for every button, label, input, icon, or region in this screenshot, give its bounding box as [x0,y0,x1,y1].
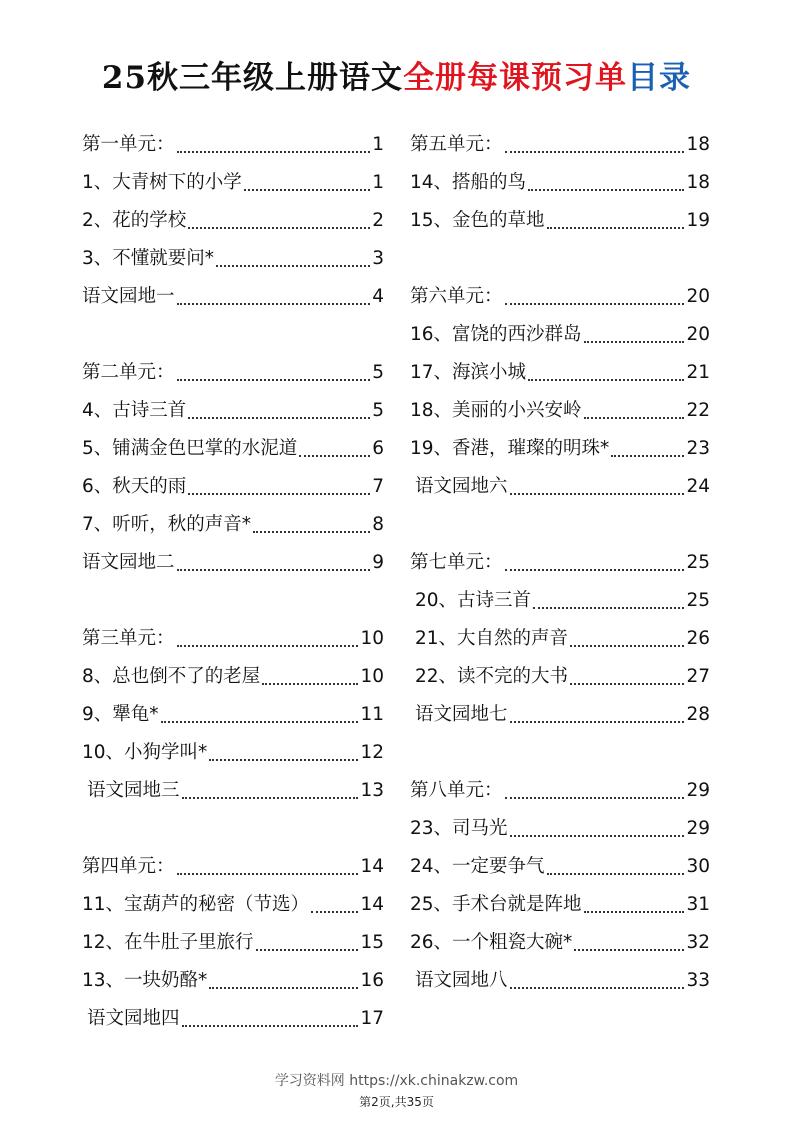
leader-dots [505,151,685,153]
toc-page: 23 [686,438,710,459]
toc-label: 26、一个粗瓷大碗* [410,932,573,953]
toc-label: 17、海滨小城 [410,362,527,383]
toc-entry[interactable] [82,202,384,240]
toc-label: 10、小狗学叫* [82,742,208,763]
toc-label: 语文园地四 [87,1008,180,1029]
toc-entry[interactable] [82,544,384,582]
toc-page: 10 [360,628,384,649]
toc-unit-heading[interactable] [82,354,384,392]
toc-entry[interactable] [410,202,710,240]
toc-entry[interactable] [82,430,384,468]
toc-label: 第八单元： [410,780,503,801]
leader-dots [216,265,370,267]
toc-label: 14、搭船的鸟 [410,172,527,193]
toc-left-column [82,126,384,1038]
toc-page: 6 [372,438,384,459]
leader-dots [510,835,685,837]
section-gap [82,810,384,848]
leader-dots [188,417,370,419]
toc-label: 13、一块奶酪* [82,970,208,991]
toc-entry[interactable] [410,962,710,1000]
leader-dots [182,1025,359,1027]
leader-dots [570,683,684,685]
toc-page: 16 [360,970,384,991]
toc-unit-heading[interactable] [410,544,710,582]
toc-label: 20、古诗三首 [415,590,532,611]
toc-label: 19、香港，璀璨的明珠* [410,438,610,459]
toc-label: 6、秋天的雨 [82,476,187,497]
leader-dots [505,303,685,305]
toc-page: 28 [686,704,710,725]
toc-entry[interactable] [410,316,710,354]
toc-page: 7 [372,476,384,497]
leader-dots [574,949,684,951]
footer-page-info: 第2页,共35页 [359,1095,434,1109]
toc-entry[interactable] [410,430,710,468]
toc-label: 21、大自然的声音 [415,628,569,649]
toc-label: 5、铺满金色巴掌的水泥道 [82,438,298,459]
toc-entry[interactable] [410,582,710,620]
toc-entry[interactable] [82,164,384,202]
toc-label: 第四单元： [82,856,175,877]
toc-page: 19 [686,210,710,231]
toc-entry[interactable] [82,962,384,1000]
toc-unit-heading[interactable] [410,772,710,810]
toc-page: 31 [686,894,710,915]
toc-label: 4、古诗三首 [82,400,187,421]
toc-label: 3、不懂就要问* [82,248,215,269]
toc-page: 20 [686,324,710,345]
toc-page: 11 [360,704,384,725]
leader-dots [528,189,684,191]
toc-page: 1 [372,172,384,193]
toc-entry[interactable] [82,886,384,924]
toc-unit-heading[interactable] [82,620,384,658]
toc-page: 3 [372,248,384,269]
leader-dots [209,987,358,989]
toc-label: 第三单元： [82,628,175,649]
toc-page: 5 [372,400,384,421]
toc-page: 4 [372,286,384,307]
leader-dots [177,379,371,381]
toc-label: 语文园地二 [82,552,175,573]
toc-page: 15 [360,932,384,953]
leader-dots [177,873,359,875]
title-part-subject: 全册每课预习单 [403,60,628,96]
toc-page: 13 [360,780,384,801]
toc-label: 11、宝葫芦的秘密（节选） [82,894,310,915]
toc-label: 22、读不完的大书 [415,666,569,687]
toc-page: 17 [360,1008,384,1029]
toc-label: 18、美丽的小兴安岭 [410,400,582,421]
toc-entry[interactable] [410,620,710,658]
toc-label: 24、一定要争气 [410,856,545,877]
toc-page: 18 [686,134,710,155]
toc-label: 23、司马光 [410,818,508,839]
toc-entry[interactable] [82,1000,384,1038]
toc-page: 12 [360,742,384,763]
toc-entry[interactable] [410,164,710,202]
toc-page: 5 [372,362,384,383]
toc-entry[interactable] [82,468,384,506]
toc-page: 20 [686,286,710,307]
toc-entry[interactable] [82,278,384,316]
leader-dots [177,645,359,647]
section-gap [82,582,384,620]
section-gap [410,240,710,278]
toc-page: 25 [686,552,710,573]
toc-page: 30 [686,856,710,877]
toc-page: 10 [360,666,384,687]
toc-right-column [410,126,710,1000]
leader-dots [256,949,359,951]
leader-dots [505,569,685,571]
toc-label: 第二单元： [82,362,175,383]
toc-entry[interactable] [410,696,710,734]
toc-page: 25 [686,590,710,611]
title-part-grade: 25秋三年级上册语文 [101,60,404,96]
toc-label: 语文园地八 [415,970,508,991]
toc-unit-heading[interactable] [410,126,710,164]
leader-dots [584,417,685,419]
toc-entry[interactable] [410,658,710,696]
toc-label: 15、金色的草地 [410,210,545,231]
toc-entry[interactable] [410,886,710,924]
toc-page: 26 [686,628,710,649]
toc-label: 16、富饶的西沙群岛 [410,324,582,345]
toc-page: 24 [686,476,710,497]
toc-entry[interactable] [82,772,384,810]
toc-label: 语文园地六 [415,476,508,497]
toc-page: 2 [372,210,384,231]
toc-label: 25、手术台就是阵地 [410,894,582,915]
toc-entry[interactable] [410,810,710,848]
toc-page: 29 [686,780,710,801]
leader-dots [262,683,358,685]
toc-label: 12、在牛肚子里旅行 [82,932,254,953]
toc-page: 27 [686,666,710,687]
toc-entry[interactable] [410,468,710,506]
toc-label: 第五单元： [410,134,503,155]
section-gap [410,506,710,544]
toc-label: 1、大青树下的小学 [82,172,242,193]
leader-dots [253,531,370,533]
toc-entry[interactable] [82,696,384,734]
leader-dots [182,797,359,799]
leader-dots [177,151,371,153]
toc-entry[interactable] [82,506,384,544]
toc-entry[interactable] [82,734,384,772]
leader-dots [177,303,371,305]
leader-dots [584,341,685,343]
leader-dots [510,493,685,495]
leader-dots [244,189,370,191]
leader-dots [570,645,684,647]
toc-unit-heading[interactable] [82,848,384,886]
toc-unit-heading[interactable] [82,126,384,164]
leader-dots [188,493,370,495]
leader-dots [510,721,685,723]
leader-dots [547,873,685,875]
footer-site-link[interactable]: 学习资料网 https://xk.chinakzw.com [274,1073,519,1089]
toc-label: 8、总也倒不了的老屋 [82,666,261,687]
toc-label: 语文园地七 [415,704,508,725]
toc-entry[interactable] [410,392,710,430]
toc-label: 2、花的学校 [82,210,187,231]
toc-page: 32 [686,932,710,953]
leader-dots [299,455,370,457]
leader-dots [510,987,685,989]
leader-dots [584,911,685,913]
leader-dots [188,227,370,229]
leader-dots [161,721,359,723]
section-gap [410,734,710,772]
toc-label: 第一单元： [82,134,175,155]
toc-entry[interactable] [82,240,384,278]
toc-entry[interactable] [410,354,710,392]
toc-label: 7、听听，秋的声音* [82,514,252,535]
toc-label: 第七单元： [410,552,503,573]
toc-page: 18 [686,172,710,193]
toc-label: 9、犟龟* [82,704,159,725]
toc-unit-heading[interactable] [410,278,710,316]
toc-page: 29 [686,818,710,839]
leader-dots [505,797,685,799]
toc-page: 22 [686,400,710,421]
toc-entry[interactable] [82,924,384,962]
toc-page: 33 [686,970,710,991]
leader-dots [311,911,358,913]
toc-page: 14 [360,856,384,877]
leader-dots [209,759,358,761]
leader-dots [611,455,684,457]
leader-dots [547,227,685,229]
toc-entry[interactable] [82,392,384,430]
toc-entry[interactable] [82,658,384,696]
section-gap [82,316,384,354]
leader-dots [177,569,371,571]
toc-entry[interactable] [410,924,710,962]
leader-dots [528,379,684,381]
toc-label: 第六单元： [410,286,503,307]
toc-page: 8 [372,514,384,535]
toc-label: 语文园地三 [87,780,180,801]
toc-page: 21 [686,362,710,383]
title-part-toc: 目录 [627,60,692,96]
toc-entry[interactable] [410,848,710,886]
toc-page: 14 [360,894,384,915]
toc-page: 1 [372,134,384,155]
page-title [0,52,793,97]
toc-label: 语文园地一 [82,286,175,307]
leader-dots [533,607,684,609]
toc-page: 9 [372,552,384,573]
